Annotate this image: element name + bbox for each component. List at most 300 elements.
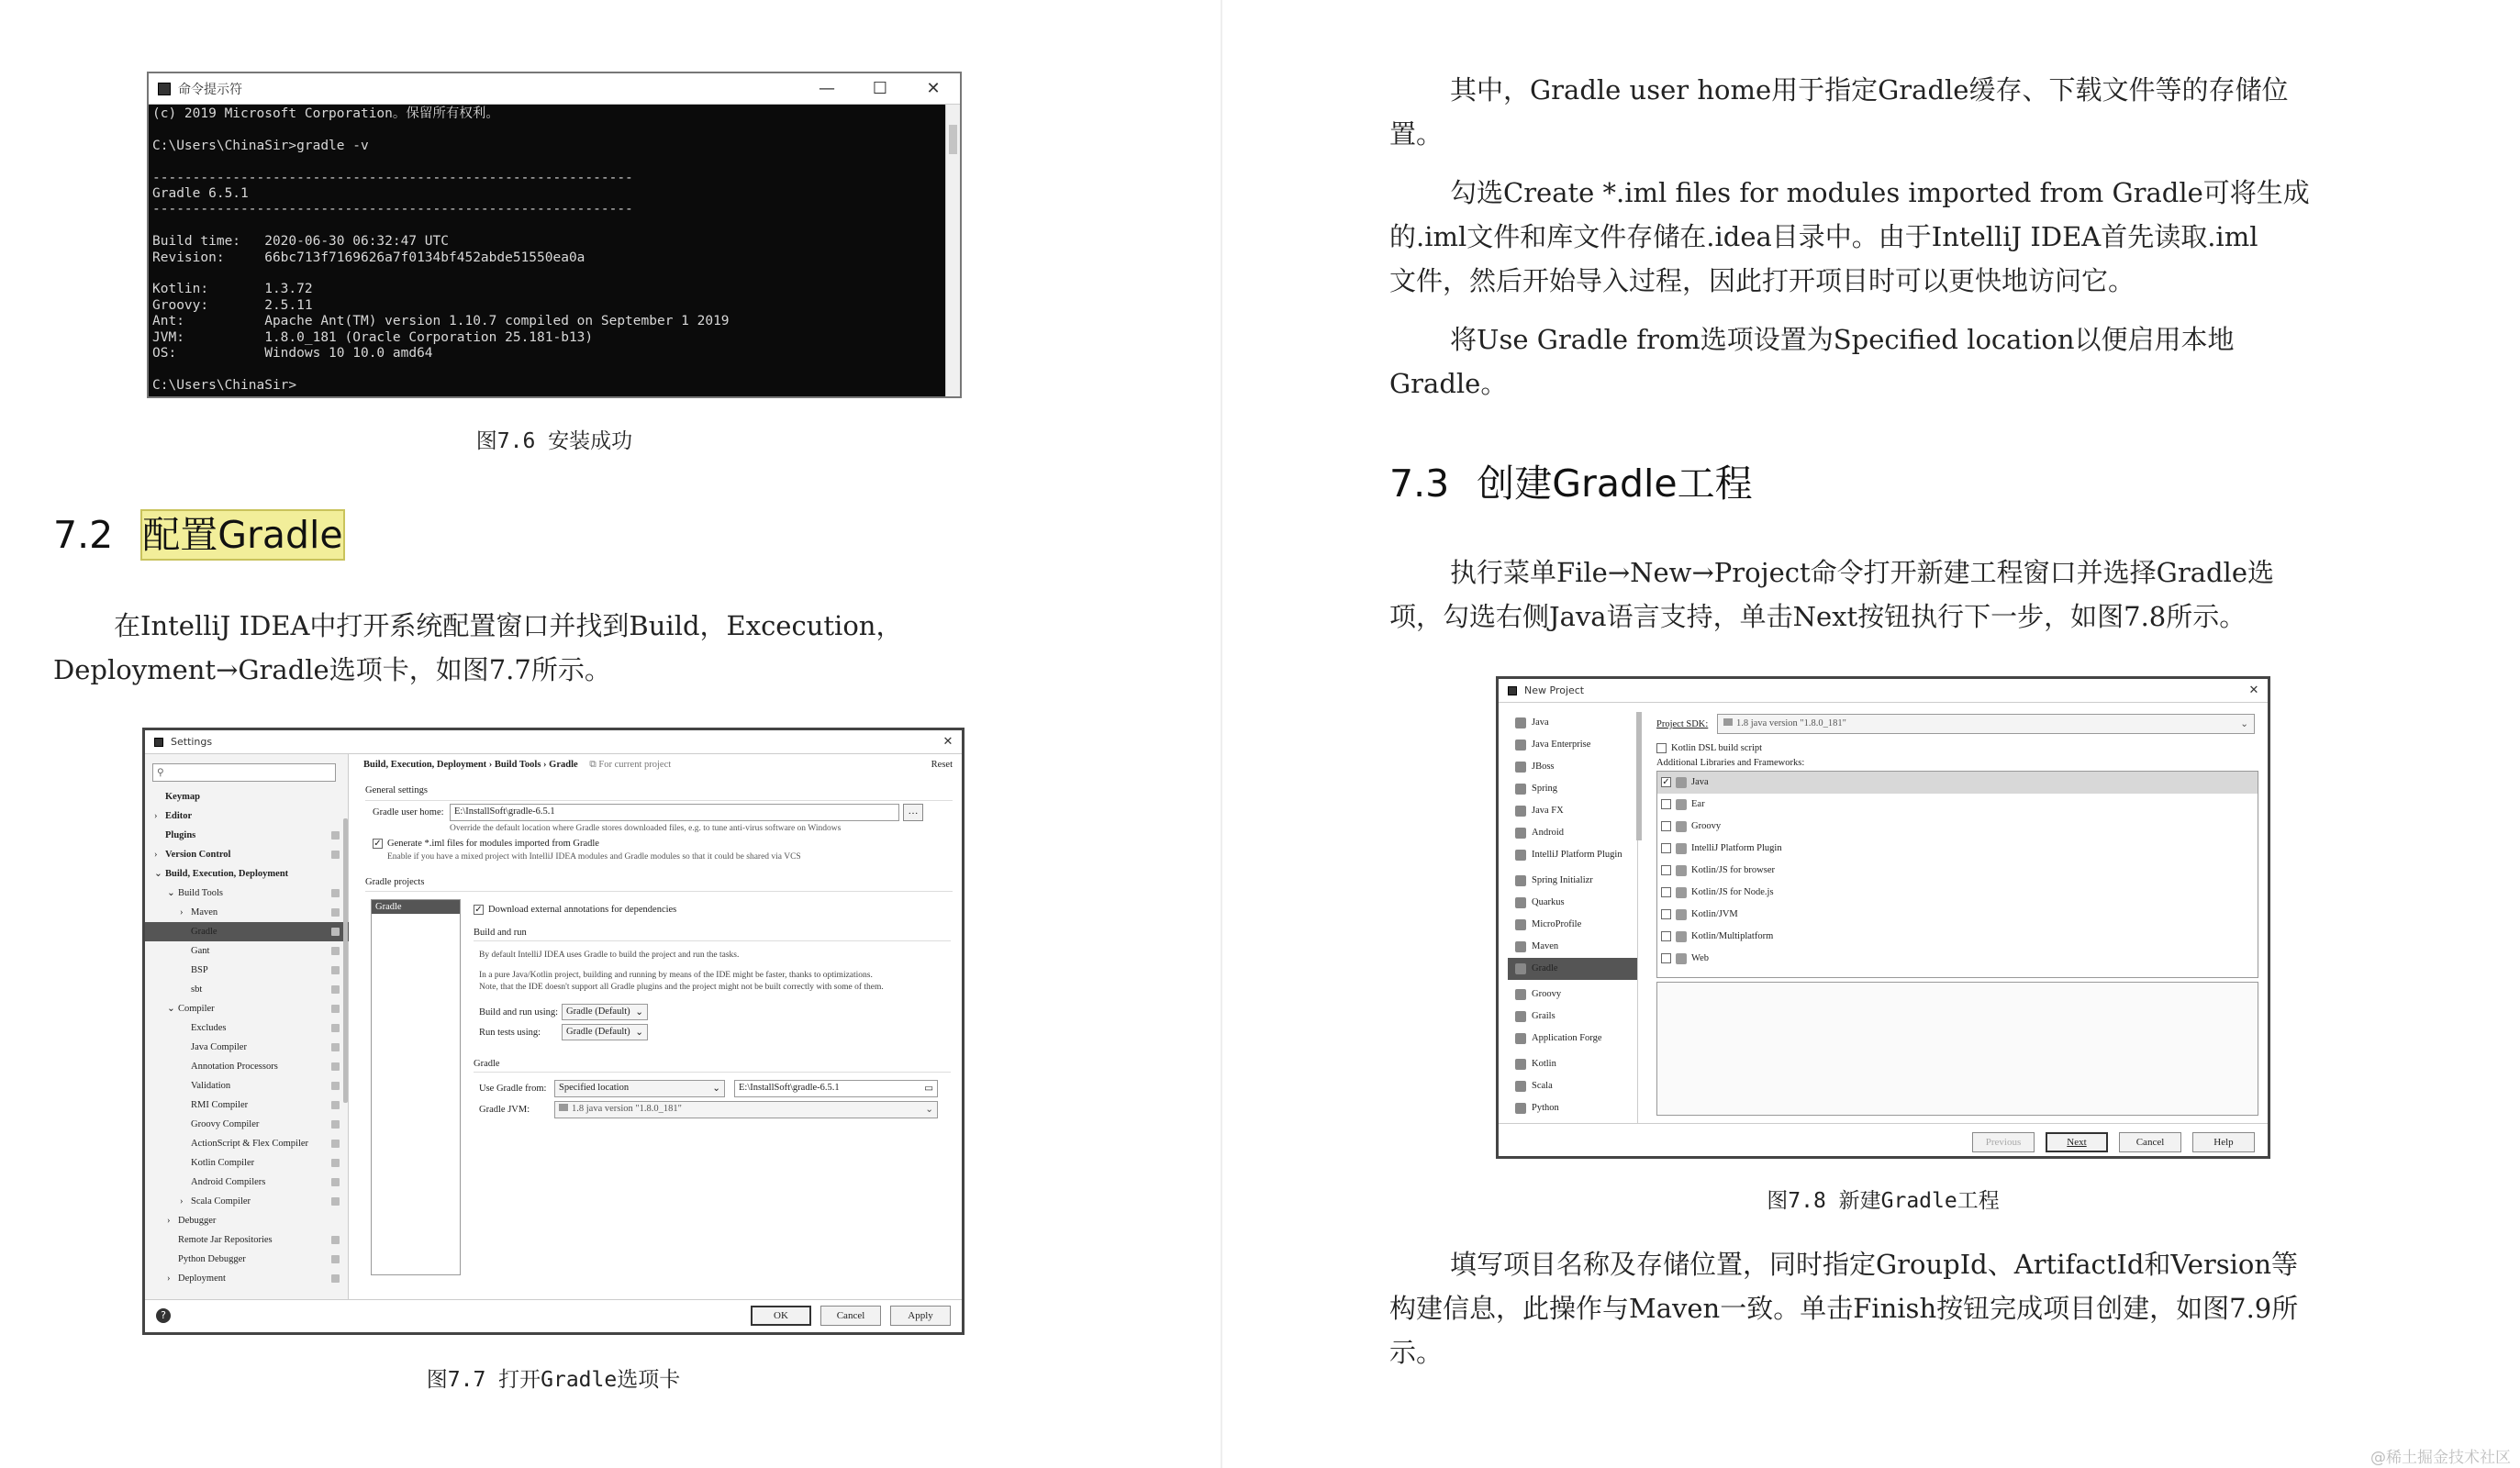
cmd-line	[152, 218, 942, 234]
reset-link[interactable]: Reset	[931, 760, 953, 770]
close-icon[interactable]: ✕	[2248, 684, 2259, 697]
framework-item[interactable]	[1657, 816, 2258, 838]
para-line: 填写项目名称及存储位置，同时指定GroupId、ArtifactId和Version等	[1450, 1249, 2299, 1280]
cancel-button[interactable]: Cancel	[2119, 1132, 2181, 1152]
settings-title: Settings	[171, 736, 213, 748]
cmd-line: Build time: 2020-06-30 06:32:47 UTC	[152, 234, 450, 250]
project-scope-icon	[331, 1101, 340, 1109]
settings-tree-item[interactable]	[145, 1192, 349, 1211]
project-type-item[interactable]	[1508, 712, 1637, 734]
framework-item[interactable]	[1657, 926, 2258, 948]
project-scope-icon	[331, 1005, 340, 1013]
settings-tree-label: Java Compiler	[191, 1042, 247, 1052]
project-scope-icon	[331, 1120, 340, 1129]
kotlin-dsl-label: Kotlin DSL build script	[1671, 743, 1763, 753]
project-type-icon	[1515, 1103, 1526, 1114]
framework-item[interactable]	[1657, 794, 2258, 816]
settings-titlebar	[145, 730, 962, 754]
project-type-item[interactable]	[1508, 1028, 1637, 1050]
cmd-line	[152, 362, 942, 378]
chevron-down-icon[interactable]: ⌄	[167, 1004, 175, 1014]
gradle-projects-label: Gradle projects	[365, 877, 425, 887]
general-settings-label: General settings	[365, 785, 428, 795]
checkbox-checked-icon: ✓	[474, 905, 483, 916]
project-type-label: Java Enterprise	[1532, 740, 1591, 750]
build-run-using-label: Build and run using:	[479, 1007, 559, 1018]
frameworks-list[interactable]	[1656, 771, 2258, 978]
project-sdk-label: Project SDK:	[1656, 719, 1709, 729]
settings-tree-item[interactable]	[145, 1057, 349, 1076]
paragraph-7-2	[53, 604, 1044, 692]
project-scope-icon	[331, 985, 340, 994]
settings-breadcrumb	[363, 760, 671, 771]
project-type-label: Spring	[1532, 784, 1558, 794]
cmd-line: C:\Users\ChinaSir>gradle -v	[152, 138, 369, 153]
para-line: 示。	[1389, 1337, 1444, 1368]
project-type-icon	[1515, 1011, 1526, 1022]
settings-tree-item[interactable]	[145, 903, 349, 922]
apply-button[interactable]: Apply	[890, 1306, 951, 1326]
project-scope-icon	[331, 1082, 340, 1090]
settings-tree-label: Maven	[191, 907, 218, 918]
gradle-location-value: E:\InstallSoft\gradle-6.5.1	[739, 1083, 840, 1093]
cmd-line	[152, 266, 942, 282]
framework-description-panel	[1656, 982, 2258, 1116]
cmd-line	[152, 154, 942, 170]
project-type-icon	[1515, 784, 1526, 795]
iml-hint: Enable if you have a mixed project with IntelliJ IDEA modules and Gradle modules so that it could be shared via VCS	[387, 852, 801, 862]
cmd-titlebar	[149, 73, 960, 105]
settings-tree-label: ActionScript & Flex Compiler	[191, 1139, 309, 1149]
section-number: 7.3	[1389, 462, 1450, 506]
framework-icon	[1676, 953, 1687, 964]
settings-tree-item[interactable]	[145, 806, 349, 826]
section-number: 7.2	[53, 513, 114, 557]
checkbox-icon	[1656, 743, 1667, 753]
project-type-icon	[1515, 941, 1526, 952]
project-type-item[interactable]	[1508, 958, 1637, 980]
framework-label: Java	[1691, 777, 1709, 787]
settings-tree-scrollbar[interactable]	[343, 818, 348, 1103]
chevron-down-icon[interactable]: ⌄	[154, 869, 162, 879]
checkbox-checked-icon: ✓	[374, 839, 382, 850]
settings-tree-label: Groovy Compiler	[191, 1119, 260, 1129]
framework-label: Kotlin/JVM	[1691, 909, 1738, 919]
settings-sidebar	[145, 754, 349, 1299]
project-type-item[interactable]	[1508, 892, 1637, 914]
settings-tree-item[interactable]	[145, 999, 349, 1018]
settings-tree-label: RMI Compiler	[191, 1100, 249, 1110]
chevron-down-icon: ⌄	[712, 1084, 720, 1094]
paragraph-3	[1389, 317, 2381, 406]
jdk-folder-icon	[559, 1104, 568, 1111]
project-type-icon	[1515, 919, 1526, 930]
project-scope-icon	[331, 928, 340, 936]
framework-label: Kotlin/Multiplatform	[1691, 931, 1774, 941]
generate-iml-label: Generate *.iml files for modules imported from Gradle	[387, 839, 599, 849]
settings-tree-item[interactable]	[145, 1095, 349, 1115]
close-icon[interactable]: ✕	[942, 735, 953, 749]
framework-item[interactable]	[1657, 860, 2258, 882]
project-type-label: Java FX	[1532, 806, 1564, 816]
checkbox-icon[interactable]	[1661, 909, 1671, 919]
section-heading-7-2	[53, 505, 345, 559]
framework-label: Kotlin/JS for browser	[1691, 865, 1775, 875]
cmd-line	[152, 122, 942, 138]
settings-tree-label: Remote Jar Repositories	[178, 1235, 273, 1245]
project-type-item[interactable]	[1508, 1097, 1637, 1119]
gradle-user-home-value: E:\InstallSoft\gradle-6.5.1	[454, 806, 555, 817]
settings-search-input[interactable]	[152, 763, 336, 782]
settings-tree-label: Gant	[191, 946, 210, 956]
cmd-scrollbar[interactable]	[945, 105, 960, 396]
cmd-line: Ant: Apache Ant(TM) version 1.10.7 compiled on September 1 2019	[152, 314, 730, 329]
settings-tree-label: Compiler	[178, 1004, 215, 1014]
framework-icon	[1676, 909, 1687, 920]
project-scope-icon	[331, 947, 340, 955]
project-type-item[interactable]	[1508, 936, 1637, 958]
project-type-item[interactable]	[1508, 778, 1637, 800]
new-project-dialog	[1496, 676, 2270, 1159]
framework-icon	[1676, 821, 1687, 832]
gradle-project-item[interactable]: Gradle	[372, 900, 460, 914]
section-heading-7-3	[1389, 453, 1753, 507]
project-type-label: Android	[1532, 828, 1564, 838]
project-type-icon	[1515, 875, 1526, 886]
project-type-label: Scala	[1532, 1081, 1553, 1091]
cmd-line: (c) 2019 Microsoft Corporation。保留所有权利。	[152, 106, 499, 121]
maximize-icon[interactable]: ☐	[872, 79, 888, 98]
settings-tree-label: Validation	[191, 1081, 231, 1091]
settings-tree-item[interactable]	[145, 1076, 349, 1095]
paragraph-5	[1389, 1242, 2381, 1374]
gradle-location-input[interactable]	[734, 1080, 938, 1097]
figure-caption-7-7: 图7.7 打开Gradle选项卡	[426, 1368, 681, 1392]
project-scope-icon	[331, 1062, 340, 1071]
figure-caption-7-8: 图7.8 新建Gradle工程	[1767, 1189, 2000, 1213]
para-line: 其中，Gradle user home用于指定Gradle缓存、下载文件等的存储位	[1450, 74, 2289, 106]
chevron-right-icon[interactable]: ›	[167, 1273, 171, 1284]
ok-button[interactable]: OK	[751, 1306, 811, 1326]
settings-tree-item[interactable]	[145, 864, 349, 884]
use-gradle-from-value: Specified location	[559, 1083, 630, 1093]
build-run-using-value: Gradle (Default)	[566, 1006, 630, 1017]
framework-item[interactable]	[1657, 838, 2258, 860]
build-desc-2: In a pure Java/Kotlin project, building and running by means of the IDE might be faster, thanks to optimizations.	[479, 971, 873, 980]
project-scope-icon	[331, 1024, 340, 1032]
settings-tree-item[interactable]	[145, 787, 349, 806]
settings-tree-item[interactable]	[145, 1038, 349, 1057]
chevron-down-icon[interactable]: ⌄	[167, 888, 175, 898]
project-scope-icon	[331, 1236, 340, 1244]
gradle-jvm-value: 1.8 java version "1.8.0_181"	[572, 1104, 682, 1114]
settings-tree-label: Keymap	[165, 792, 200, 802]
project-type-icon	[1515, 989, 1526, 1000]
settings-tree-item[interactable]	[145, 1018, 349, 1038]
settings-tree-label: Python Debugger	[178, 1254, 246, 1264]
watermark: @稀土掘金技术社区	[2370, 1449, 2511, 1467]
cmd-window	[147, 72, 962, 398]
run-tests-using-select[interactable]	[562, 1024, 648, 1040]
checkbox-icon[interactable]	[1661, 887, 1671, 897]
download-annotations-checkbox[interactable]	[474, 905, 676, 915]
gradle-jvm-select[interactable]	[554, 1101, 938, 1118]
settings-tree-item[interactable]	[145, 826, 349, 845]
settings-tree-item[interactable]	[145, 1173, 349, 1192]
breadcrumb: Build, Execution, Deployment › Build Tools › Gradle	[363, 760, 578, 770]
project-scope-icon	[331, 851, 340, 859]
paragraph-4	[1389, 550, 2381, 639]
checkbox-icon[interactable]	[1661, 843, 1671, 853]
project-type-item[interactable]	[1508, 844, 1637, 866]
framework-item[interactable]	[1657, 948, 2258, 970]
cmd-line: Revision: 66bc713f7169626a7f0134bf452abde51550ea0a	[152, 250, 585, 265]
settings-tree-label: Build, Execution, Deployment	[165, 869, 289, 879]
framework-item[interactable]	[1657, 904, 2258, 926]
settings-tree-item[interactable]	[145, 1211, 349, 1230]
project-scope-icon	[331, 1178, 340, 1186]
settings-tree-item[interactable]	[145, 845, 349, 864]
run-tests-using-label: Run tests using:	[479, 1028, 541, 1038]
project-type-item[interactable]	[1508, 1075, 1637, 1097]
help-icon[interactable]: ?	[156, 1308, 171, 1323]
project-type-label: Maven	[1532, 941, 1559, 951]
chevron-right-icon[interactable]: ›	[167, 1216, 171, 1226]
gradle-user-home-input[interactable]	[450, 804, 899, 821]
project-sdk-select[interactable]	[1717, 714, 2255, 734]
project-type-item[interactable]	[1508, 870, 1637, 892]
chevron-right-icon[interactable]: ›	[180, 907, 184, 918]
checkbox-icon[interactable]	[1661, 799, 1671, 809]
framework-label: Ear	[1691, 799, 1705, 809]
settings-dialog	[142, 728, 965, 1335]
para-line: 项，勾选右侧Java语言支持，单击Next按钮执行下一步，如图7.8所示。	[1389, 601, 2247, 632]
project-type-icon	[1515, 1059, 1526, 1070]
project-type-label: Gradle	[1532, 963, 1558, 973]
project-type-icon	[1515, 850, 1526, 861]
project-type-item[interactable]	[1508, 984, 1637, 1006]
project-type-icon	[1515, 762, 1526, 773]
para-line: 文件，然后开始导入过程，因此打开项目时可以更快地访问它。	[1389, 265, 2135, 296]
project-scope-icon	[331, 1197, 340, 1206]
intellij-icon	[154, 738, 163, 747]
settings-tree-item[interactable]	[145, 884, 349, 903]
section-title: 创建Gradle工程	[1477, 462, 1753, 506]
project-type-icon	[1515, 963, 1526, 974]
intellij-icon	[1508, 686, 1517, 695]
settings-tree-item[interactable]	[145, 1115, 349, 1134]
cmd-line: Kotlin: 1.3.72	[152, 282, 313, 297]
project-type-label: Application Forge	[1532, 1033, 1602, 1043]
new-project-title: New Project	[1524, 684, 1585, 696]
kotlin-dsl-checkbox[interactable]	[1656, 743, 1762, 753]
gradle-jvm-label: Gradle JVM:	[479, 1105, 530, 1115]
project-type-icon	[1515, 806, 1526, 817]
settings-tree-item[interactable]	[145, 1153, 349, 1173]
cmd-line: Groovy: 2.5.11	[152, 297, 313, 313]
chevron-down-icon: ⌄	[635, 1028, 643, 1038]
settings-tree-label: Editor	[165, 811, 193, 821]
build-and-run-label: Build and run	[474, 928, 527, 938]
project-type-icon	[1515, 740, 1526, 751]
project-scope-icon	[331, 1159, 340, 1167]
project-type-item[interactable]	[1508, 1053, 1637, 1075]
para-line: 勾选Create *.iml files for modules imported from Gradle可将生成	[1450, 177, 2310, 208]
chevron-down-icon: ⌄	[925, 1105, 933, 1115]
para-line: 置。	[1389, 118, 1444, 150]
framework-item[interactable]	[1657, 772, 2258, 794]
project-type-item[interactable]	[1508, 756, 1637, 778]
para-line: 将Use Gradle from选项设置为Specified location以便启用本地	[1450, 324, 2235, 355]
help-button[interactable]: Help	[2192, 1132, 2255, 1152]
chevron-down-icon: ⌄	[2240, 719, 2248, 729]
settings-tree-label: BSP	[191, 965, 208, 975]
chevron-right-icon[interactable]: ›	[154, 811, 158, 821]
search-icon: ⚲	[157, 768, 164, 778]
project-type-label: Groovy	[1532, 989, 1562, 999]
checkbox-checked-icon[interactable]: ✓	[1662, 777, 1670, 788]
para-line: Deployment→Gradle选项卡，如图7.7所示。	[53, 654, 611, 685]
project-type-list[interactable]	[1508, 712, 1638, 1123]
generate-iml-checkbox[interactable]	[373, 839, 599, 849]
project-type-icon	[1515, 897, 1526, 908]
project-type-item[interactable]	[1508, 822, 1637, 844]
settings-tree-item[interactable]	[145, 961, 349, 980]
project-sdk-value: 1.8 java version "1.8.0_181"	[1736, 718, 1846, 728]
project-type-label: Quarkus	[1532, 897, 1565, 907]
additional-libraries-label: Additional Libraries and Frameworks:	[1656, 758, 1805, 768]
paragraph-2	[1389, 171, 2381, 303]
jdk-folder-icon	[1723, 718, 1733, 726]
para-line: 构建信息，此操作与Maven一致。单击Finish按钮完成项目创建，如图7.9所	[1389, 1293, 2299, 1324]
checkbox-icon[interactable]	[1661, 821, 1671, 831]
project-type-icon	[1515, 828, 1526, 839]
framework-icon	[1676, 931, 1687, 942]
framework-label: Groovy	[1691, 821, 1722, 831]
folder-icon[interactable]: ▭	[924, 1084, 933, 1094]
cmd-output	[149, 105, 945, 396]
gradle-projects-list[interactable]	[371, 899, 461, 1275]
minimize-icon[interactable]: —	[819, 79, 835, 98]
settings-tree-label: Annotation Processors	[191, 1062, 278, 1072]
framework-label: Web	[1691, 953, 1709, 963]
user-home-hint: Override the default location where Gradle stores downloaded files, e.g. to tune anti-virus software on Windows	[450, 824, 842, 833]
run-tests-using-value: Gradle (Default)	[566, 1027, 630, 1037]
settings-tree-label: Gradle	[191, 927, 217, 937]
settings-tree-label: Scala Compiler	[191, 1196, 251, 1207]
previous-button[interactable]: Previous	[1972, 1132, 2035, 1152]
use-gradle-from-select[interactable]	[554, 1080, 725, 1097]
settings-tree-label: Deployment	[178, 1273, 226, 1284]
para-line: 执行菜单File→New→Project命令打开新建工程窗口并选择Gradle选	[1450, 557, 2274, 588]
settings-tree-label: Build Tools	[178, 888, 223, 898]
project-type-label: IntelliJ Platform Plugin	[1532, 850, 1622, 860]
chevron-right-icon[interactable]: ›	[180, 1196, 184, 1207]
project-type-item[interactable]	[1508, 914, 1637, 936]
settings-tree-item[interactable]	[145, 922, 349, 941]
settings-tree-item[interactable]	[145, 1269, 349, 1288]
framework-icon	[1676, 799, 1687, 810]
project-type-icon	[1515, 1081, 1526, 1092]
project-scope-icon	[331, 1140, 340, 1148]
new-project-titlebar	[1499, 679, 2268, 703]
gradle-user-home-label: Gradle user home:	[373, 807, 444, 817]
project-type-icon	[1515, 1033, 1526, 1044]
settings-tree-label: Android Compilers	[191, 1177, 266, 1187]
checkbox-icon[interactable]	[1661, 865, 1671, 875]
settings-tree-label: sbt	[191, 984, 203, 995]
project-type-item[interactable]	[1508, 1006, 1637, 1028]
cmd-line: ------------------------------------------------------------	[152, 170, 633, 185]
cmd-app-icon	[158, 83, 171, 95]
project-type-scrollbar[interactable]	[1636, 712, 1642, 840]
project-scope-icon	[331, 908, 340, 917]
chevron-right-icon[interactable]: ›	[154, 850, 158, 860]
page-divider	[1221, 0, 1222, 1468]
figure-caption-7-6: 图7.6 安装成功	[475, 429, 633, 453]
checkbox-icon[interactable]	[1661, 953, 1671, 963]
framework-item[interactable]	[1657, 882, 2258, 904]
cmd-title: 命令提示符	[178, 82, 242, 97]
settings-tree-item[interactable]	[145, 980, 349, 999]
settings-tree-label: Version Control	[165, 850, 231, 860]
para-line: 在IntelliJ IDEA中打开系统配置窗口并找到Build，Excecution，	[114, 610, 903, 641]
build-desc-1: By default IntelliJ IDEA uses Gradle to build the project and run the tasks.	[479, 951, 740, 960]
settings-tree-item[interactable]	[145, 1250, 349, 1269]
framework-icon	[1676, 777, 1687, 788]
next-button[interactable]: Next	[2046, 1132, 2108, 1152]
paragraph-1	[1389, 68, 2381, 156]
project-type-item[interactable]	[1508, 734, 1637, 756]
use-gradle-from-label: Use Gradle from:	[479, 1084, 547, 1094]
cmd-line: OS: Windows 10 10.0 amd64	[152, 346, 433, 361]
framework-label: IntelliJ Platform Plugin	[1691, 843, 1782, 853]
project-type-item[interactable]	[1508, 800, 1637, 822]
project-type-label: Grails	[1532, 1011, 1555, 1021]
section-title-highlighted: 配置Gradle	[140, 509, 344, 561]
project-type-label: Kotlin	[1532, 1059, 1556, 1069]
cmd-line: JVM: 1.8.0_181 (Oracle Corporation 25.181-b13)	[152, 329, 594, 345]
scope-label: ⧉ For current project	[589, 760, 672, 770]
browse-button[interactable]: …	[903, 804, 923, 821]
close-icon[interactable]: ✕	[926, 79, 941, 98]
settings-tree-label: Debugger	[178, 1216, 217, 1226]
cmd-line: C:\Users\ChinaSir>	[152, 377, 297, 393]
build-desc-3: Note, that the IDE doesn't support all Gradle plugins and the project might not be built correctly with some of them.	[479, 983, 884, 992]
settings-tree-item[interactable]	[145, 1134, 349, 1153]
project-scope-icon	[331, 831, 340, 840]
checkbox-icon[interactable]	[1661, 931, 1671, 941]
settings-tree-item[interactable]	[145, 1230, 349, 1250]
project-scope-icon	[331, 1274, 340, 1283]
settings-tree-item[interactable]	[145, 941, 349, 961]
project-type-label: Java	[1532, 717, 1549, 728]
project-type-label: Spring Initializr	[1532, 875, 1593, 885]
cancel-button[interactable]: Cancel	[820, 1306, 881, 1326]
project-type-icon	[1515, 717, 1526, 728]
framework-label: Kotlin/JS for Node.js	[1691, 887, 1774, 897]
cmd-line: Gradle 6.5.1	[152, 186, 249, 202]
project-type-label: Python	[1532, 1103, 1559, 1113]
project-type-label: JBoss	[1532, 762, 1555, 772]
framework-icon	[1676, 865, 1687, 876]
para-line: Gradle。	[1389, 368, 1508, 399]
settings-tree-label: Excludes	[191, 1023, 227, 1033]
project-type-label: MicroProfile	[1532, 919, 1582, 929]
cmd-line: ------------------------------------------------------------	[152, 202, 633, 217]
settings-tree-label: Plugins	[165, 830, 196, 840]
build-run-using-select[interactable]	[562, 1004, 648, 1020]
